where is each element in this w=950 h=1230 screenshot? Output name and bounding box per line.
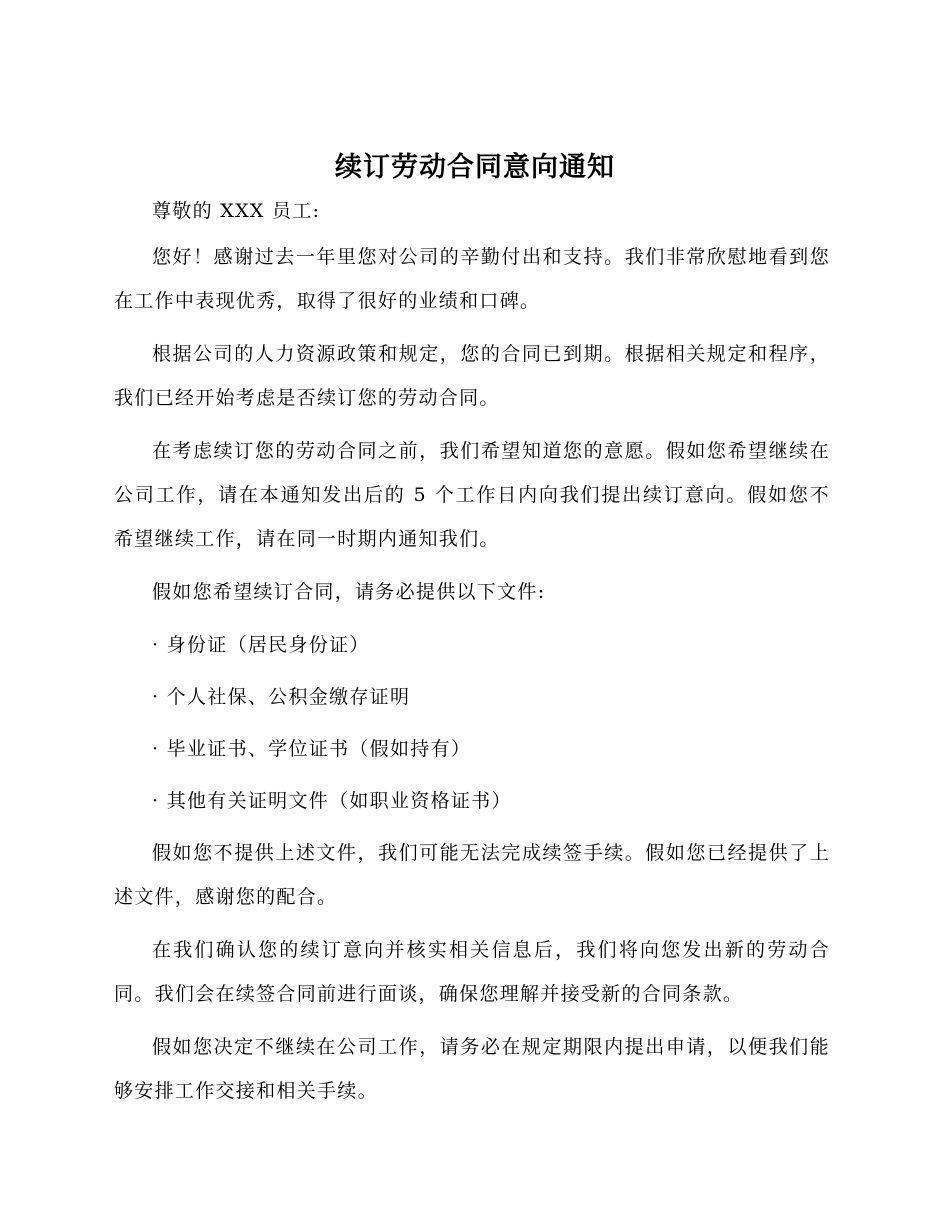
document-list-item: · 其他有关证明文件（如职业资格证书） bbox=[152, 790, 512, 812]
paragraph-new-contract: 在我们确认您的续订意向并核实相关信息后，我们将向您发出新的劳动合同。我们会在续签合同前进行面谈，确保您理解并接受新的合同条款。 bbox=[114, 939, 830, 1005]
document-title: 续订劳动合同意向通知 bbox=[335, 152, 615, 183]
paragraph-intent: 在考虑续订您的劳动合同之前，我们希望知道您的意愿。假如您希望继续在公司工作，请在本通知发出后的 5 个工作日内向我们提出续订意向。假如您不希望继续工作，请在同一时期内通知我们。 bbox=[114, 440, 830, 550]
document-body bbox=[114, 196, 830, 1122]
document-list-item: · 个人社保、公积金缴存证明 bbox=[152, 686, 411, 708]
paragraph-resignation: 假如您决定不继续在公司工作，请务必在规定期限内提出申请，以便我们能够安排工作交接和相关手续。 bbox=[114, 1036, 830, 1102]
paragraph-policy: 根据公司的人力资源政策和规定，您的合同已到期。根据相关规定和程序，我们已经开始考虑是否续订您的劳动合同。 bbox=[114, 343, 830, 409]
document-list-item: · 身份证（居民身份证） bbox=[152, 634, 370, 656]
document-list-item: · 毕业证书、学位证书（假如持有） bbox=[152, 738, 472, 760]
paragraph-missing-documents: 假如您不提供上述文件，我们可能无法完成续签手续。假如您已经提供了上述文件，感谢您的配合。 bbox=[114, 842, 830, 908]
paragraph-greeting: 您好！感谢过去一年里您对公司的辛勤付出和支持。我们非常欣慰地看到您在工作中表现优秀，取得了很好的业绩和口碑。 bbox=[114, 246, 830, 312]
paragraph-documents-intro: 假如您希望续订合同，请务必提供以下文件: bbox=[152, 581, 546, 603]
salutation: 尊敬的 XXX 员工: bbox=[152, 200, 321, 222]
